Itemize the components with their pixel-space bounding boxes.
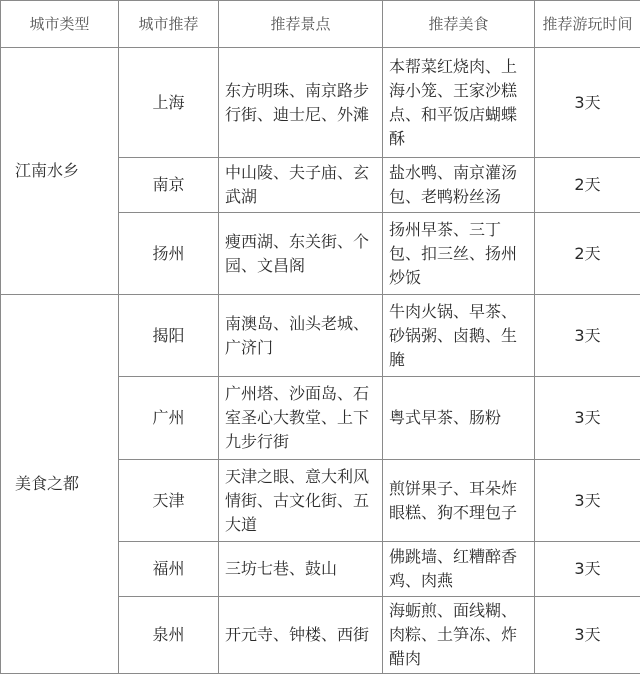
sights-cell: 东方明珠、南京路步行街、迪士尼、外滩 <box>219 48 383 158</box>
food-cell: 牛肉火锅、早茶、砂锅粥、卤鹅、生腌 <box>383 295 535 377</box>
table-row <box>1 48 640 158</box>
sights-cell: 三坊七巷、鼓山 <box>219 542 383 597</box>
duration-cell: 3天 <box>535 48 640 158</box>
city-cell: 揭阳 <box>119 295 219 377</box>
food-cell: 扬州早茶、三丁包、扣三丝、扬州炒饭 <box>383 213 535 295</box>
duration-cell: 3天 <box>535 597 640 674</box>
header-city-type: 城市类型 <box>1 1 119 48</box>
city-cell: 天津 <box>119 460 219 542</box>
duration-cell: 2天 <box>535 213 640 295</box>
duration-cell: 3天 <box>535 377 640 460</box>
duration-cell: 3天 <box>535 460 640 542</box>
duration-cell: 3天 <box>535 542 640 597</box>
city-cell: 扬州 <box>119 213 219 295</box>
sights-cell: 广州塔、沙面岛、石室圣心大教堂、上下九步行街 <box>219 377 383 460</box>
city-type-cell: 江南水乡 <box>1 48 119 295</box>
food-cell: 佛跳墙、红糟醉香鸡、肉燕 <box>383 542 535 597</box>
city-type-cell: 美食之都 <box>1 295 119 674</box>
header-food: 推荐美食 <box>383 1 535 48</box>
food-cell: 盐水鸭、南京灌汤包、老鸭粉丝汤 <box>383 158 535 213</box>
sights-cell: 中山陵、夫子庙、玄武湖 <box>219 158 383 213</box>
duration-cell: 3天 <box>535 295 640 377</box>
sights-cell: 天津之眼、意大利风情街、古文化街、五大道 <box>219 460 383 542</box>
table-row <box>1 295 640 377</box>
city-cell: 上海 <box>119 48 219 158</box>
food-cell: 粤式早茶、肠粉 <box>383 377 535 460</box>
food-cell: 海蛎煎、面线糊、肉粽、土笋冻、炸醋肉 <box>383 597 535 674</box>
food-cell: 本帮菜红烧肉、上海小笼、王家沙糕点、和平饭店蝴蝶酥 <box>383 48 535 158</box>
city-cell: 南京 <box>119 158 219 213</box>
header-duration: 推荐游玩时间 <box>535 1 640 48</box>
sights-cell: 瘦西湖、东关街、个园、文昌阁 <box>219 213 383 295</box>
city-cell: 广州 <box>119 377 219 460</box>
sights-cell: 开元寺、钟楼、西街 <box>219 597 383 674</box>
city-cell: 泉州 <box>119 597 219 674</box>
header-row <box>1 1 640 48</box>
city-cell: 福州 <box>119 542 219 597</box>
duration-cell: 2天 <box>535 158 640 213</box>
sights-cell: 南澳岛、汕头老城、广济门 <box>219 295 383 377</box>
header-city: 城市推荐 <box>119 1 219 48</box>
header-sights: 推荐景点 <box>219 1 383 48</box>
food-cell: 煎饼果子、耳朵炸眼糕、狗不理包子 <box>383 460 535 542</box>
